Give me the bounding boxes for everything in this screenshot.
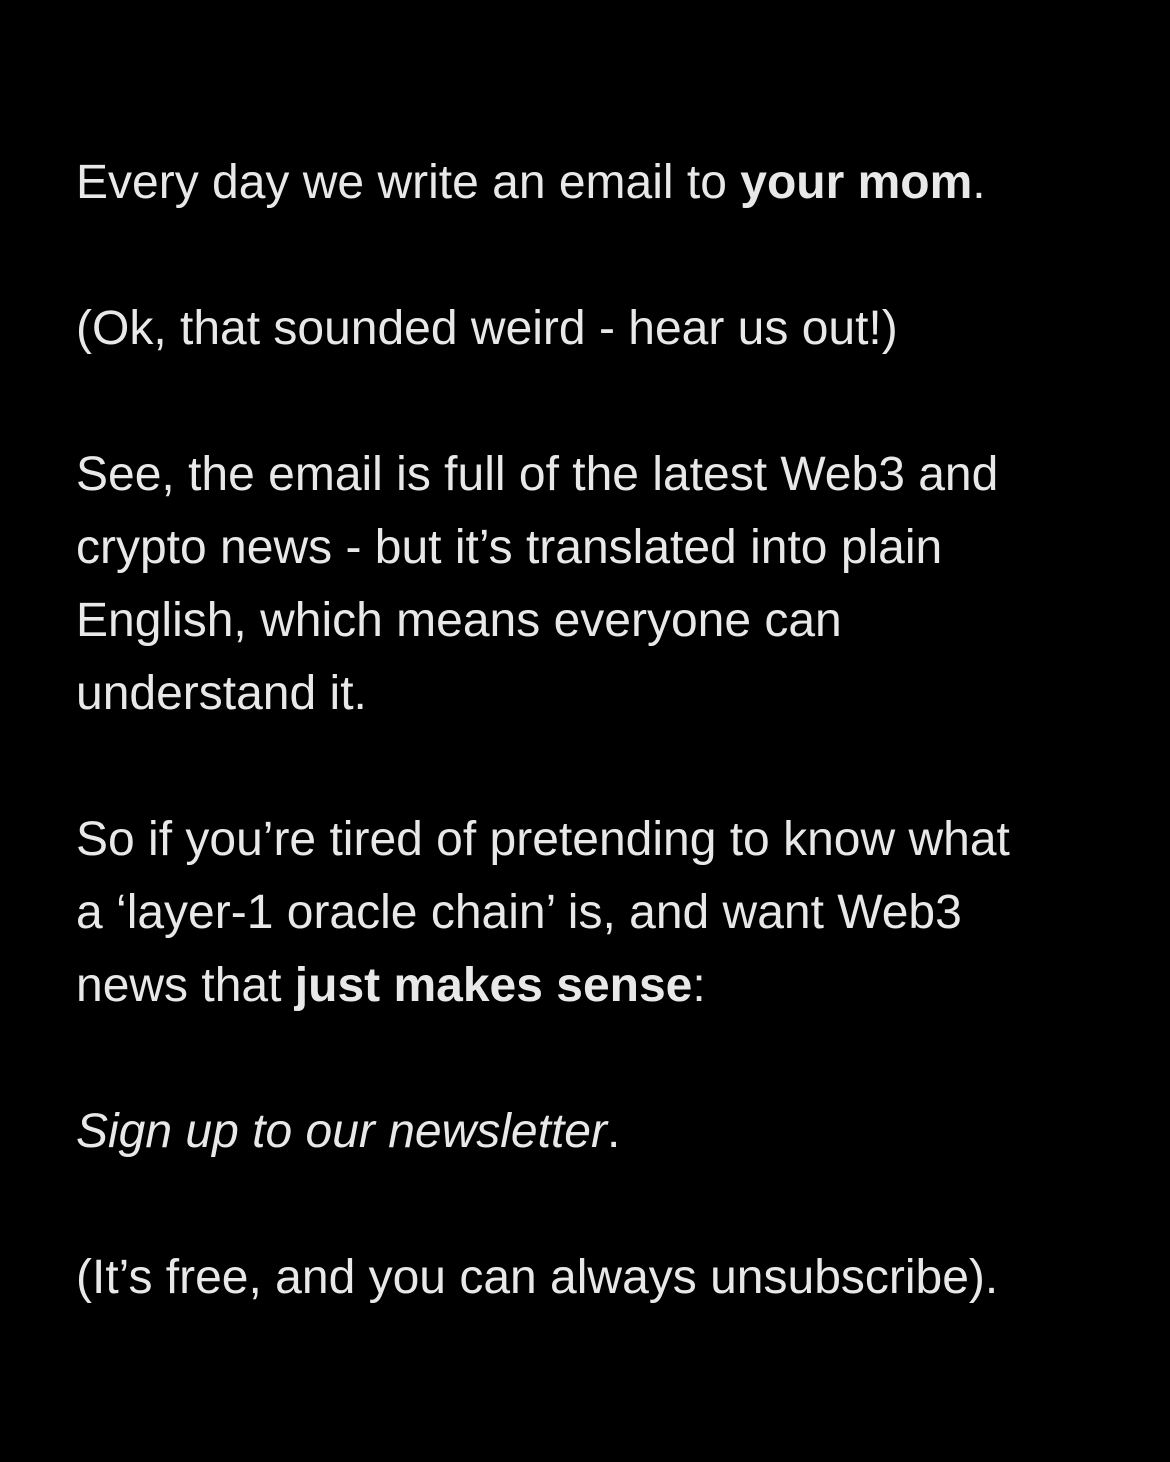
pitch-line-1: So if you’re tired of pretending to know what bbox=[76, 813, 1010, 866]
aside-text: (Ok, that sounded weird - hear us out!) bbox=[76, 302, 898, 355]
message-body bbox=[76, 146, 1116, 1314]
pitch-line-2: a ‘layer-1 oracle chain’ is, and want Web3 bbox=[76, 886, 962, 939]
cta-period: . bbox=[606, 1105, 621, 1158]
paragraph-explanation bbox=[76, 438, 1116, 730]
paragraph-footnote bbox=[76, 1241, 1116, 1314]
signup-call-to-action: Sign up to our newsletter bbox=[76, 1105, 607, 1158]
intro-text: Every day we write an email to bbox=[76, 156, 741, 209]
explanation-line-4: understand it. bbox=[76, 667, 367, 720]
pitch-emphasis: just makes sense bbox=[294, 959, 693, 1012]
explanation-line-2: crypto news - but it’s translated into plain bbox=[76, 521, 943, 574]
intro-period: . bbox=[972, 156, 986, 209]
pitch-colon: : bbox=[692, 959, 706, 1012]
paragraph-intro bbox=[76, 146, 1116, 219]
intro-emphasis: your mom bbox=[740, 156, 973, 209]
explanation-line-1: See, the email is full of the latest Web3 and bbox=[76, 448, 999, 501]
explanation-line-3: English, which means everyone can bbox=[76, 594, 842, 647]
pitch-line-3: news that bbox=[76, 959, 295, 1012]
paragraph-pitch bbox=[76, 803, 1116, 1022]
footnote-text: (It’s free, and you can always unsubscribe). bbox=[76, 1251, 999, 1304]
paragraph-aside bbox=[76, 292, 1116, 365]
paragraph-cta bbox=[76, 1095, 1116, 1168]
